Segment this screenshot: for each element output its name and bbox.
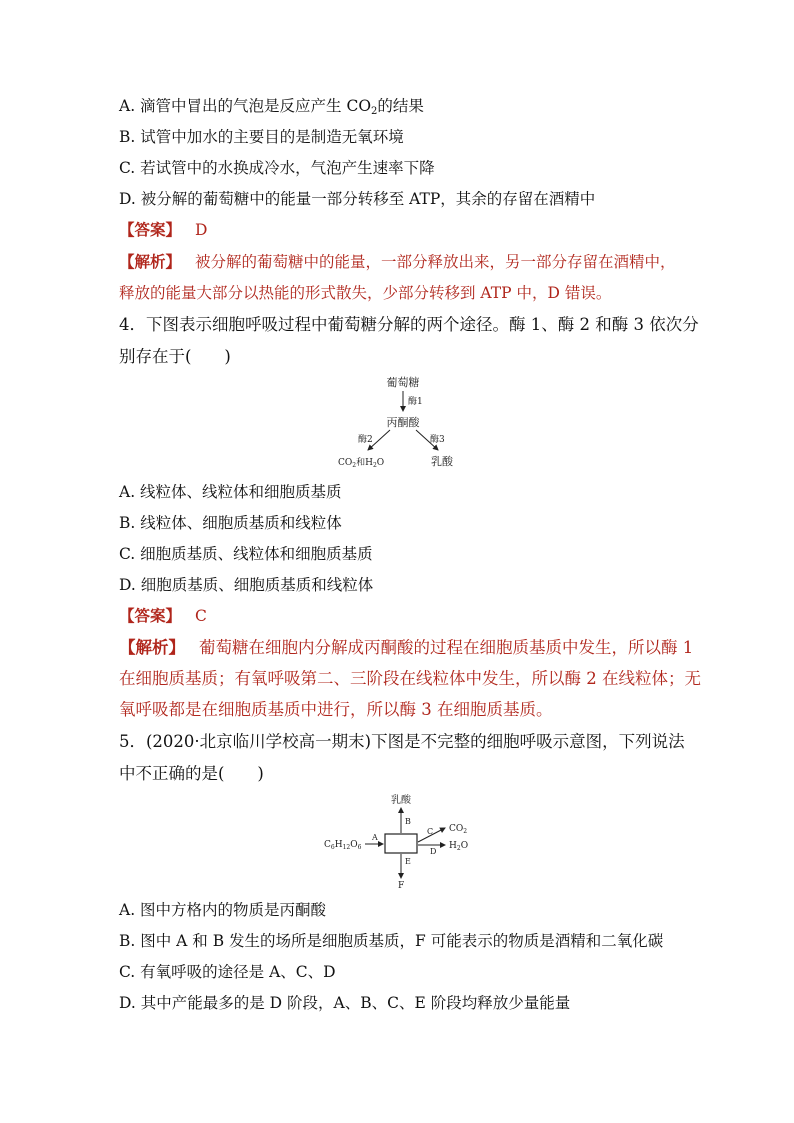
glucose-formula: $C_6H_{12}O_6$	[324, 840, 362, 851]
q3-analysis-line-1	[119, 252, 679, 272]
q4-answer	[119, 606, 679, 626]
q4-option-d: D. 细胞质基质、细胞质基质和线粒体	[119, 576, 374, 594]
q4-analysis-line-2: 在细胞质基质；有氧呼吸第二、三阶段在线粒体中发生，所以酶 2 在线粒体；无	[119, 669, 701, 688]
q5-option-c: C. 有氧呼吸的途径是 A、C、D	[119, 963, 336, 981]
enzyme3-label: 酶3	[430, 435, 445, 445]
q4-analysis-line-3: 氧呼吸都是在细胞质基质中进行，所以酶 3 在细胞质基质。	[119, 700, 553, 719]
diagram-pyruvate-label: 丙酮酸	[386, 416, 420, 429]
enzyme2-label: 酶2	[358, 435, 373, 445]
q3-option-d: D. 被分解的葡萄糖中的能量一部分转移至 ATP，其余的存留在酒精中	[119, 190, 596, 208]
answer-tag: 【答案】	[119, 606, 182, 625]
q3-option-c: C. 若试管中的水换成冷水，气泡产生速率下降	[119, 159, 435, 177]
answer-tag: 【答案】	[119, 220, 182, 239]
q3-option-a	[119, 96, 679, 116]
q3-answer	[119, 220, 679, 240]
q5-option-b: B. 图中 A 和 B 发生的场所是细胞质基质，F 可能表示的物质是酒精和二氧化碳	[119, 932, 664, 950]
label-e: E	[405, 857, 411, 866]
q4-glucose-pathway-diagram	[330, 372, 470, 476]
label-b: B	[405, 817, 411, 826]
h2o-label: $H_2O$	[449, 841, 469, 852]
q4-analysis-line-1	[119, 638, 694, 658]
q4-option-a: A. 线粒体、线粒体和细胞质基质	[119, 483, 342, 501]
analysis-tag: 【解析】	[119, 638, 185, 657]
analysis-text: 葡萄糖在细胞内分解成丙酮酸的过程在细胞质基质中发生，所以酶 1	[199, 638, 694, 657]
q5-option-d: D. 其中产能最多的是 D 阶段，A、B、C、E 阶段均释放少量能量	[119, 994, 571, 1012]
enzyme1-label: 酶1	[408, 397, 423, 407]
q3-option-a-tail: 的结果	[377, 97, 424, 115]
q4-stem-line-2: 别存在于( )	[119, 347, 231, 366]
diagram-glucose-label: 葡萄糖	[386, 376, 420, 389]
q5-respiration-diagram	[320, 790, 480, 896]
analysis-tag: 【解析】	[119, 252, 182, 271]
q5-stem-line-1: 5．(2020·北京临川学校高一期末)下图是不完整的细胞呼吸示意图，下列说法	[119, 732, 685, 751]
answer-value: D	[195, 221, 208, 239]
q3-option-a-text: A. 滴管中冒出的气泡是反应产生 CO	[119, 97, 372, 115]
co2-subscript: 2	[371, 106, 378, 117]
label-d: D	[430, 847, 437, 856]
label-c: C	[427, 827, 434, 836]
label-f: F	[398, 881, 405, 891]
q5-stem-line-2: 中不正确的是( )	[119, 764, 264, 783]
answer-value: C	[195, 607, 207, 625]
label-a: A	[372, 833, 378, 842]
q3-option-b: B. 试管中加水的主要目的是制造无氧环境	[119, 128, 404, 146]
co2-label: $CO_2$	[449, 824, 468, 835]
q3-analysis-line-2: 释放的能量大部分以热能的形式散失，少部分转移到 ATP 中，D 错误。	[119, 284, 612, 302]
unknown-substance-box	[385, 834, 417, 853]
analysis-text: 被分解的葡萄糖中的能量，一部分释放出来，另一部分存留在酒精中，	[195, 253, 676, 271]
lactic-acid-label: 乳酸	[431, 455, 453, 468]
q4-option-c: C. 细胞质基质、线粒体和细胞质基质	[119, 545, 373, 563]
co2-h2o-label: $CO_2$和$H_2O$	[338, 458, 385, 469]
lactic-acid-label: 乳酸	[391, 795, 411, 806]
q4-option-b: B. 线粒体、细胞质基质和线粒体	[119, 514, 342, 532]
q5-option-a: A. 图中方格内的物质是丙酮酸	[119, 901, 327, 919]
q4-stem-line-1: 4．下图表示细胞呼吸过程中葡萄糖分解的两个途径。酶 1、酶 2 和酶 3 依次分	[119, 315, 699, 334]
